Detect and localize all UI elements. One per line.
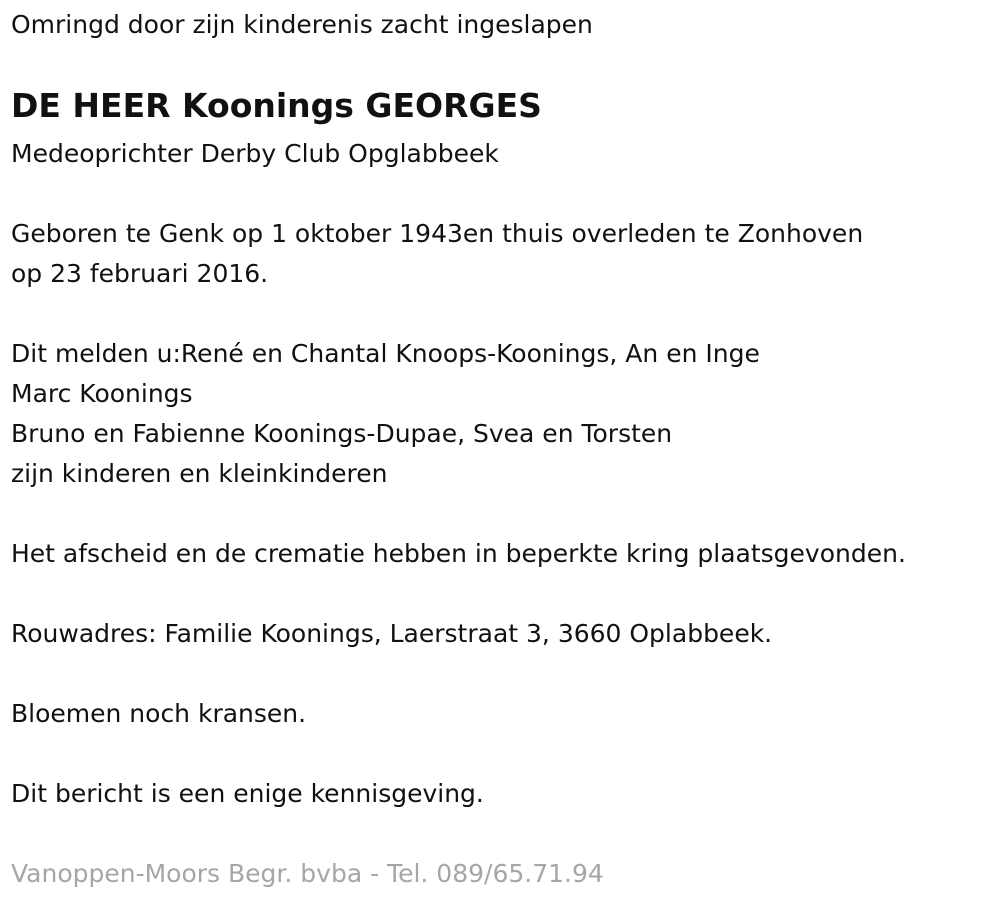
mourning-address: Rouwadres: Familie Koonings, Laerstraat 3, 3660 Oplabbeek.: [11, 619, 773, 648]
announcer-line-3: Bruno en Fabienne Koonings-Dupae, Svea en Torsten: [11, 419, 673, 448]
funeral-home-footer: Vanoppen-Moors Begr. bvba - Tel. 089/65.71.94: [11, 859, 604, 888]
flowers-text: Bloemen noch kransen.: [11, 699, 307, 728]
intro-text: Omringd door zijn kinderenis zacht ingeslapen: [11, 10, 593, 39]
announcer-line-1: Dit melden u:René en Chantal Knoops-Koonings, An en Inge: [11, 339, 760, 368]
notice-text: Dit bericht is een enige kennisgeving.: [11, 779, 484, 808]
farewell-text: Het afscheid en de crematie hebben in beperkte kring plaatsgevonden.: [11, 539, 906, 568]
announcer-line-2: Marc Koonings: [11, 379, 193, 408]
announcer-line-4: zijn kinderen en kleinkinderen: [11, 459, 388, 488]
deceased-name: DE HEER Koonings GEORGES: [11, 86, 542, 125]
birth-death-line-2: op 23 februari 2016.: [11, 259, 269, 288]
birth-death-line-1: Geboren te Genk op 1 oktober 1943en thuis overleden te Zonhoven: [11, 219, 864, 248]
deceased-role: Medeoprichter Derby Club Opglabbeek: [11, 139, 499, 168]
